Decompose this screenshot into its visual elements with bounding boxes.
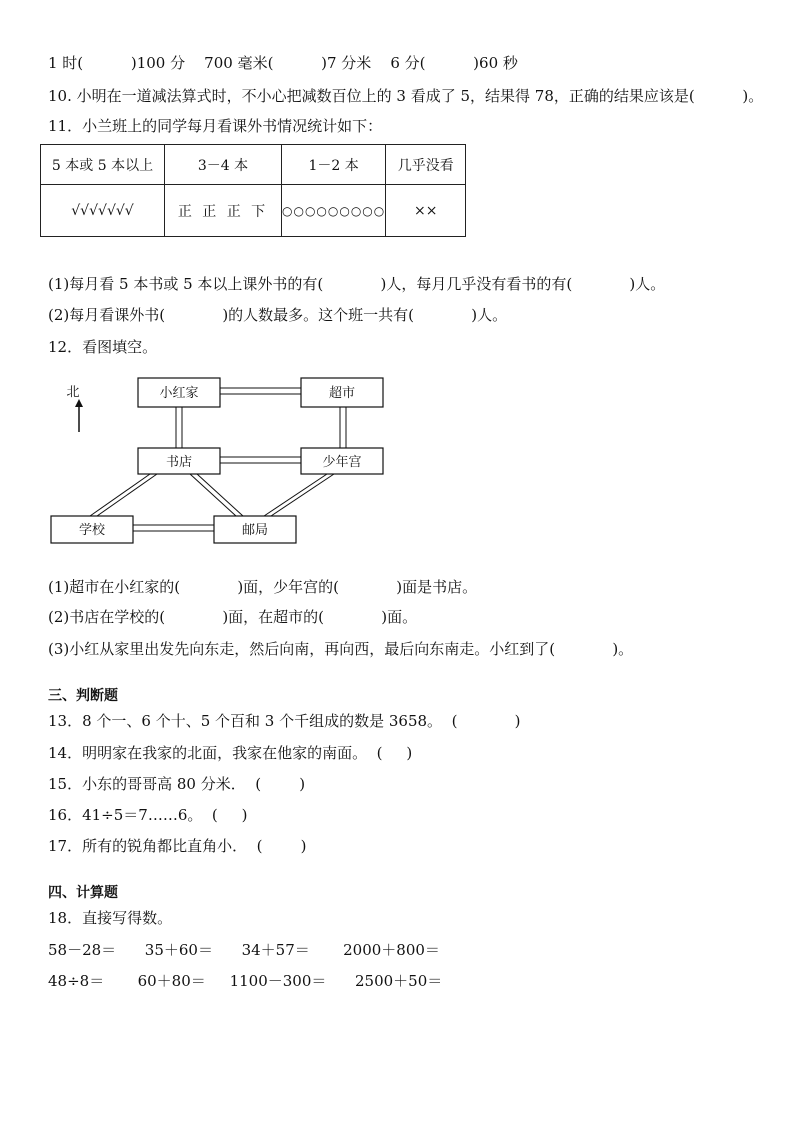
svg-text:超市: 超市 [328,386,356,401]
svg-text:邮局: 邮局 [241,523,269,538]
question-13: 13．8 个一、6 个十、5 个百和 3 个千组成的数是 3658。 ( ) [48,712,521,730]
svg-text:少年宫: 少年宫 [322,455,362,470]
svg-text:学校: 学校 [78,523,106,538]
question-14: 14．明明家在我家的北面，我家在他家的南面。 ( ) [48,744,413,762]
question-12-part-3: (3)小红从家里出发先向东走，然后向南，再向西，最后向东南走。小红到了( )。 [48,640,634,658]
question-12-part-2: (2)书店在学校的( )面，在超市的( )面。 [48,608,418,626]
map-diagram [40,370,400,550]
calculation-row-2: 48÷8＝ 60＋80＝ 1100－300＝ 2500＋50＝ [48,972,443,990]
table-cell: ○○○○○○○○○ [282,185,386,237]
place-post-office [214,516,296,543]
place-supermarket [301,378,383,407]
section-heading-calculation: 四、计算题 [48,885,118,901]
place-school [51,516,133,543]
tally-table [40,144,466,237]
question-11-part-2: (2)每月看课外书( )的人数最多。这个班一共有( )人。 [48,306,508,324]
question-17: 17．所有的锐角都比直角小． ( ) [48,837,307,855]
unit-conversion-line: 1 时( )100 分 700 毫米( )7 分米 6 分( )60 秒 [48,54,518,72]
table-cell: ×× [386,185,466,237]
svg-text:书店: 书店 [165,455,193,470]
question-16: 16．41÷5＝7……6。 ( ) [48,806,248,824]
svg-text:小红家: 小红家 [159,386,199,401]
table-header: 1－2 本 [282,145,386,185]
north-arrowhead-icon [75,399,83,407]
table-header: 5 本或 5 本以上 [41,145,165,185]
question-18: 18．直接写得数。 [48,909,173,927]
question-10: 10. 小明在一道减法算式时，不小心把减数百位上的 3 看成了 5，结果得 78，正确的结果应该是( )。 [48,87,764,105]
place-bookstore [138,448,220,474]
place-youth-palace [301,448,383,474]
calculation-row-1: 58－28＝ 35＋60＝ 34＋57＝ 2000＋800＝ [48,941,440,959]
table-header: 几乎没看 [386,145,466,185]
section-heading-judgement: 三、判断题 [48,688,118,704]
table-header: 3－4 本 [165,145,282,185]
question-11-part-1: (1)每月看 5 本书或 5 本以上课外书的有( )人，每月几乎没有看书的有( )人。 [48,275,666,293]
table-cell: √√√√√√√ [41,185,165,237]
question-12-part-1: (1)超市在小红家的( )面，少年宫的( )面是书店。 [48,578,478,596]
table-cell: 正 正 正 下 [165,185,282,237]
question-12: 12．看图填空。 [48,338,158,356]
place-xiaohong-home [138,378,220,407]
north-label: 北 [66,385,80,400]
question-15: 15．小东的哥哥高 80 分米． ( ) [48,775,306,793]
question-11: 11．小兰班上的同学每月看课外书情况统计如下： [48,117,383,135]
